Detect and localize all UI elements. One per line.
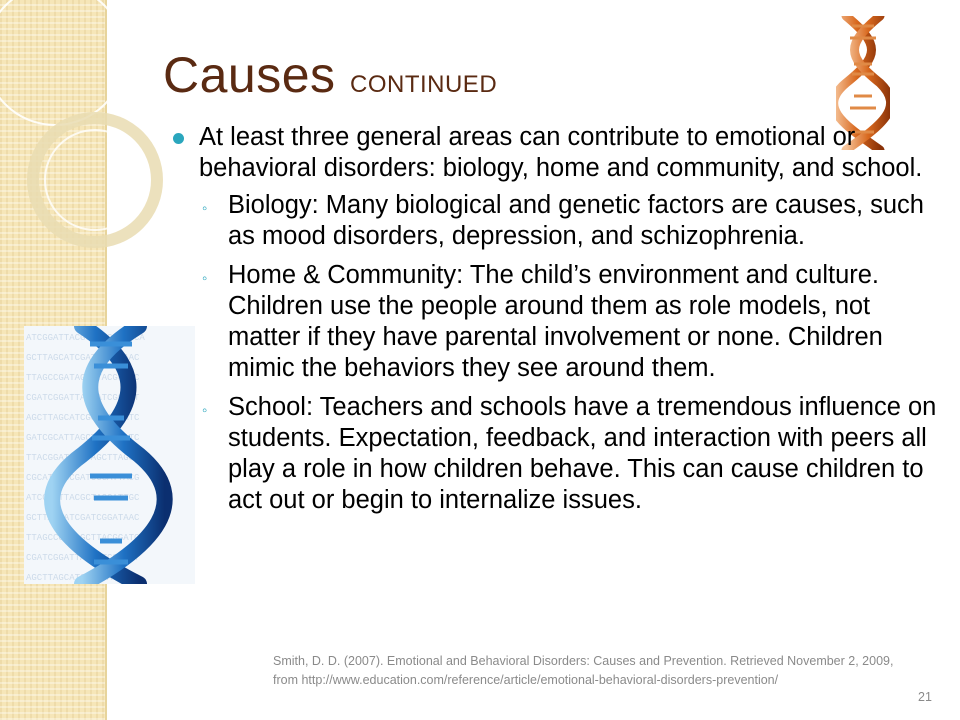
svg-text:CGATCGGATTACGATCGCATT: CGATCGGATTACGATCGCATT <box>26 553 140 563</box>
subbullet-ring-icon: ◦ <box>202 200 208 217</box>
citation: Smith, D. D. (2007). Emotional and Behavioral Disorders: Causes and Prevention. Retrieved November 2, 2009, from http://www.education.com/reference/article/emotional-behavioral-disorders-prevention/ <box>273 654 894 687</box>
svg-text:GATCGCATTAGCTTACGGATC: GATCGCATTAGCTTACGGATC <box>26 433 140 443</box>
slide-title <box>163 46 497 104</box>
svg-text:CGATCGGATTACGATCGCATT: CGATCGGATTACGATCGCATT <box>26 393 140 403</box>
svg-text:GCTTAGCATCGATCGGATAAC: GCTTAGCATCGATCGGATAAC <box>26 353 140 363</box>
svg-text:GCTTAGCATCGATCGGATAAC: GCTTAGCATCGATCGGATAAC <box>26 513 140 523</box>
subbullet-ring-icon: ◦ <box>202 270 208 287</box>
subbullet-text: School: Teachers and schools have a tremendous influence on students. Expectation, feedback, and interaction with peers all play a role in how children behave. This can cause children to act out or begin to internalize issues. <box>228 393 937 514</box>
svg-text:TTAGCCGATAGCTTACGGATC: TTAGCCGATAGCTTACGGATC <box>26 533 140 543</box>
title-subtitle: CONTINUED <box>349 71 498 98</box>
bullet-text: At least three general areas can contribute to emotional or behavioral disorders: biology, home and community, and school. <box>199 123 923 182</box>
subbullet-item-school <box>166 392 946 516</box>
bullet-dot-icon <box>173 133 184 144</box>
svg-text:TTAGCCGATAGCTTACGGATC: TTAGCCGATAGCTTACGGATC <box>26 373 140 383</box>
svg-text:AGCTTAGCATCGGATACGATC: AGCTTAGCATCGGATACGATC <box>26 413 140 423</box>
circle-decoration <box>0 0 180 300</box>
subbullet-ring-icon: ◦ <box>202 402 208 419</box>
svg-text:AGCTTAGCATCGGATACGATC: AGCTTAGCATCGGATACGATC <box>26 573 140 583</box>
svg-text:ATCGGATTACGCTAGCATTGCA: ATCGGATTACGCTAGCATTGCA <box>26 333 145 343</box>
svg-text:CGCATTAGCGATCGGATTACG: CGCATTAGCGATCGGATTACG <box>26 473 140 483</box>
svg-text:ATCGGATTACGCTAGCATTGC: ATCGGATTACGCTAGCATTGC <box>26 493 140 503</box>
bullet-item <box>166 122 946 184</box>
subbullet-text: Biology: Many biological and genetic factors are causes, such as mood disorders, depression, and schizophrenia. <box>228 191 924 250</box>
slide-body <box>166 122 946 524</box>
subbullet-text: Home & Community: The child’s environment and culture. Children use the people around them as role models, not matter if they have parental involvement or none. Children mimic the behaviors they see around them. <box>228 261 883 382</box>
subbullet-item-biology <box>166 190 946 252</box>
subbullet-item-home-community <box>166 260 946 384</box>
svg-text:TTACGGATCGATAGCTTAGCA: TTACGGATCGATAGCTTAGCA <box>26 453 140 463</box>
title-main: Causes <box>163 47 336 103</box>
page-number: 21 <box>918 690 932 704</box>
